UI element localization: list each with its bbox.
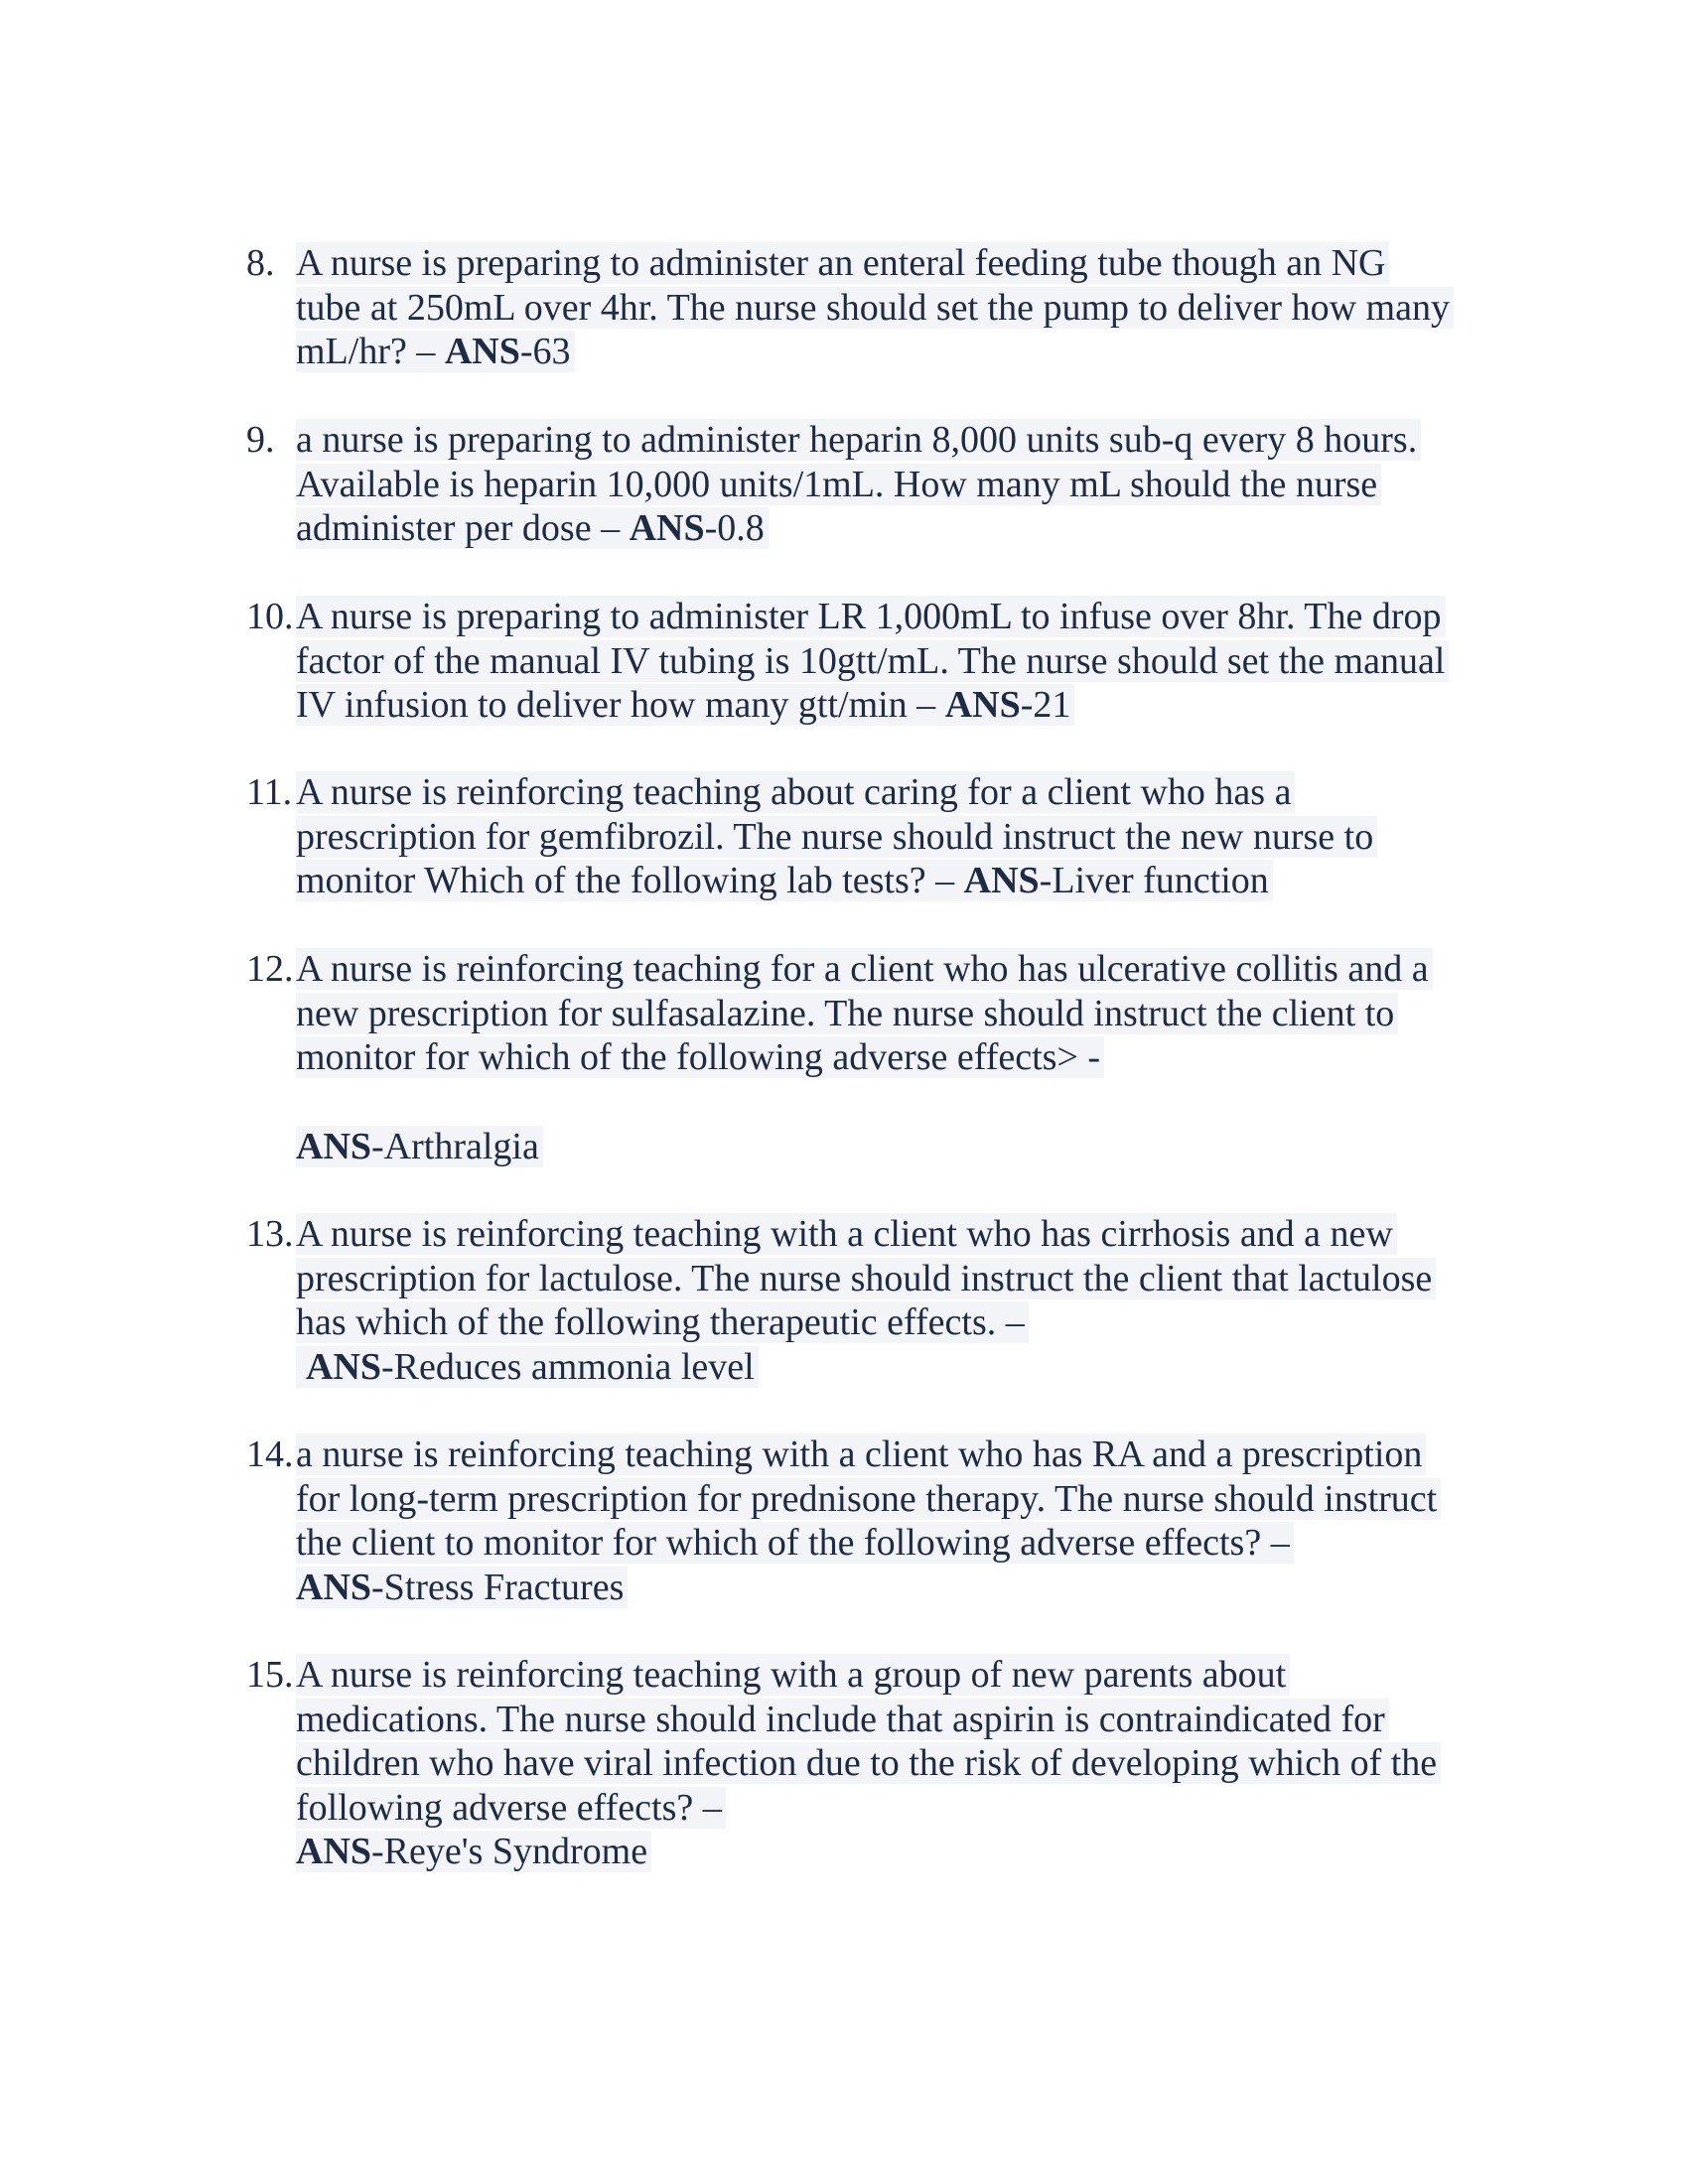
answer-text: -Arthralgia xyxy=(371,1125,539,1167)
question-body xyxy=(296,947,1497,1168)
answer-label: ANS xyxy=(444,331,520,372)
answer-label: ANS xyxy=(963,860,1040,901)
question-body xyxy=(296,595,1497,728)
question-number: 13. xyxy=(246,1213,294,1255)
question-number: 12. xyxy=(246,948,294,990)
question-text-line: a nurse is reinforcing teaching with a client who has RA and a prescription xyxy=(296,1433,1426,1475)
question-number: 9. xyxy=(246,419,275,461)
answer-label: ANS xyxy=(944,684,1021,726)
question-text-line: A nurse is preparing to administer an enteral feeding tube though an NG xyxy=(296,242,1389,284)
answer-text: -21 xyxy=(1020,684,1071,726)
question-text-line: A nurse is preparing to administer LR 1,000mL to infuse over 8hr. The drop xyxy=(296,596,1446,637)
question-text-line: following adverse effects? – xyxy=(296,1787,726,1829)
question-text-line: IV infusion to deliver how many gtt/min – xyxy=(296,684,945,726)
question-text-line: the client to monitor for which of the following adverse effects? – xyxy=(296,1522,1294,1564)
question-body xyxy=(296,770,1497,903)
answer-text: -Reye's Syndrome xyxy=(371,1831,648,1872)
answer-label: ANS xyxy=(296,1831,372,1872)
question-number: 8. xyxy=(246,242,275,284)
answer-text: -Reduces ammonia level xyxy=(381,1345,755,1388)
question-text-line: has which of the following therapeutic effects. – xyxy=(296,1301,1029,1343)
answer-text: -Stress Fractures xyxy=(371,1566,625,1608)
question-body xyxy=(296,1653,1497,1874)
question-text-line: children who have viral infection due to the risk of developing which of the xyxy=(296,1742,1441,1784)
question-text-line: A nurse is reinforcing teaching about caring for a client who has a xyxy=(296,771,1295,813)
answer-label: ANS xyxy=(296,1566,372,1608)
question-text-line: Available is heparin 10,000 units/1mL. How many mL should the nurse xyxy=(296,464,1381,505)
question-text-line: a nurse is preparing to administer heparin 8,000 units sub-q every 8 hours. xyxy=(296,419,1421,461)
question-text-line: prescription for lactulose. The nurse should instruct the client that lactulose xyxy=(296,1258,1436,1299)
answer-text: -63 xyxy=(519,331,571,372)
question-text-line: A nurse is reinforcing teaching with a group of new parents about xyxy=(296,1654,1290,1696)
question-text-line: new prescription for sulfasalazine. The nurse should instruct the client to xyxy=(296,993,1398,1034)
question-text-line: mL/hr? – xyxy=(296,331,445,372)
question-text-line: monitor for which of the following adverse effects> - xyxy=(296,1036,1104,1078)
question-text-line: prescription for gemfibrozil. The nurse should instruct the new nurse to xyxy=(296,816,1377,858)
question-text-line: A nurse is reinforcing teaching with a client who has cirrhosis and a new xyxy=(296,1213,1397,1255)
question-text-line: for long-term prescription for prednisone therapy. The nurse should instruct xyxy=(296,1478,1441,1520)
question-text-line: factor of the manual IV tubing is 10gtt/mL. The nurse should set the manual xyxy=(296,640,1449,682)
question-number: 11. xyxy=(246,771,293,813)
question-number: 14. xyxy=(246,1433,294,1475)
question-body xyxy=(296,1212,1497,1389)
answer-label: ANS xyxy=(306,1345,382,1388)
answer-label: ANS xyxy=(629,507,705,549)
question-text-line: A nurse is reinforcing teaching for a client who has ulcerative collitis and a xyxy=(296,948,1433,990)
question-body xyxy=(296,418,1497,551)
question-body xyxy=(296,1433,1497,1609)
question-text-line: medications. The nurse should include that aspirin is contraindicated for xyxy=(296,1699,1389,1740)
question-number: 15. xyxy=(246,1654,294,1696)
question-text-line: tube at 250mL over 4hr. The nurse should set the pump to deliver how many xyxy=(296,287,1454,329)
answer-text: -0.8 xyxy=(704,507,765,549)
question-number: 10. xyxy=(246,596,294,637)
question-text-line: monitor Which of the following lab tests? – xyxy=(296,860,964,901)
question-text-line: administer per dose – xyxy=(296,507,630,549)
question-body xyxy=(296,241,1497,374)
answer-label: ANS xyxy=(296,1125,372,1167)
answer-text: -Liver function xyxy=(1039,860,1269,901)
